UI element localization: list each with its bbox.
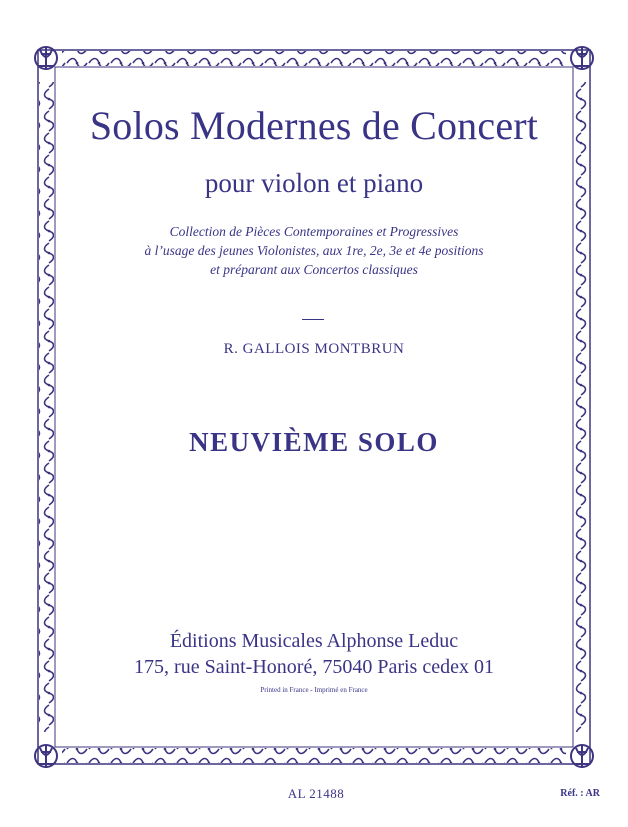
publisher-address: 175, rue Saint-Honoré, 75040 Paris cedex 01 — [134, 656, 494, 678]
description-line: et préparant aux Concertos classiques — [210, 262, 418, 277]
subtitle: pour violon et piano — [204, 168, 424, 198]
piece-title: NEUVIÈME SOLO — [189, 427, 439, 457]
description-line: Collection de Pièces Contemporaines et Progressives — [169, 224, 459, 239]
plate-number: AL 21488 — [287, 786, 345, 801]
divider — [302, 319, 324, 320]
description — [62, 222, 566, 279]
page-title: Solos Modernes de Concert — [89, 103, 539, 148]
printed-in-note: Printed in France - Imprimé en France — [260, 686, 368, 694]
composer-name: R. GALLOIS MONTBRUN — [223, 341, 405, 357]
description-line: à l’usage des jeunes Violonistes, aux 1re, 2e, 3e et 4e positions — [144, 243, 484, 258]
publisher-name: Éditions Musicales Alphonse Leduc — [169, 630, 459, 652]
reference-code: Réf. : AR — [560, 788, 600, 799]
